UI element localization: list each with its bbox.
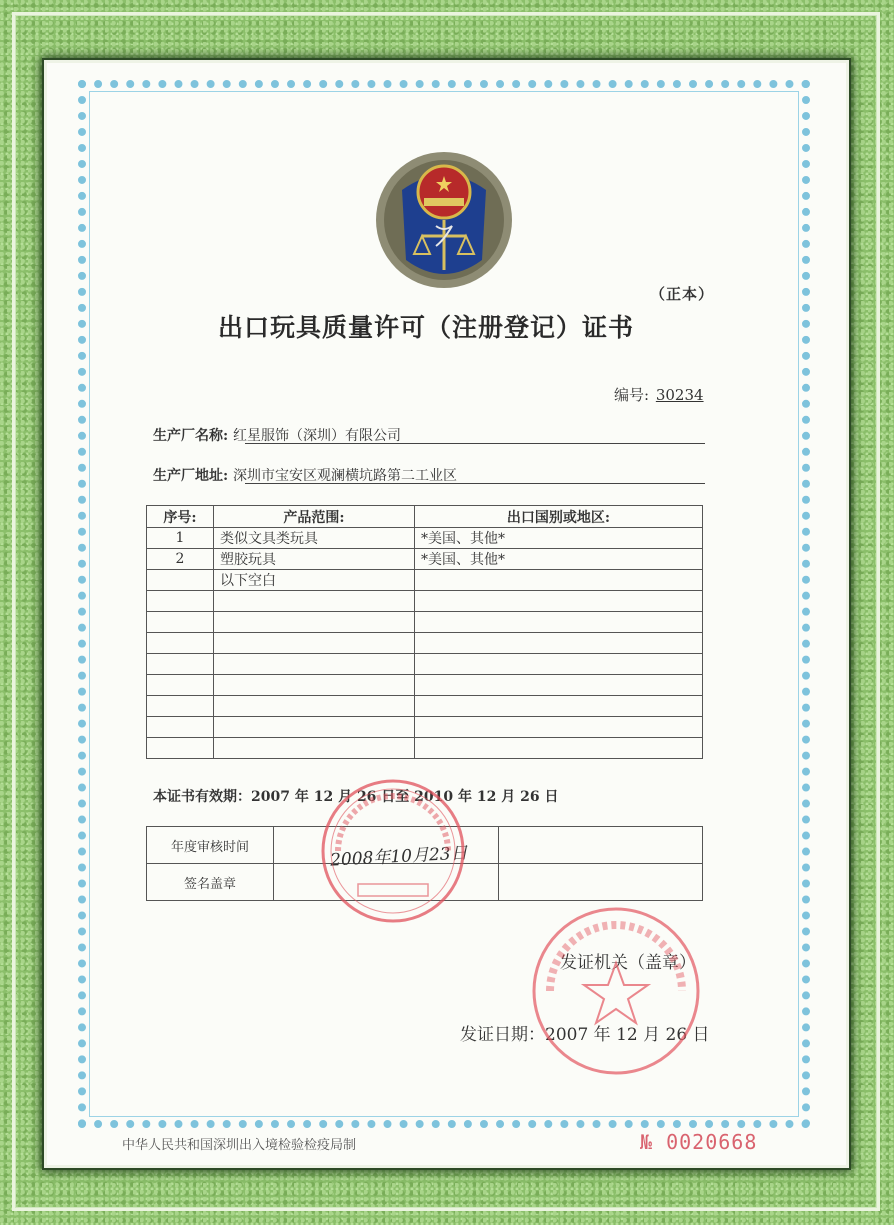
empty-row [147, 696, 703, 717]
row-scope: 类似文具类玩具 [214, 528, 415, 549]
validity-period: 本证书有效期：2007 年 12 月 26 日至 2010 年 12 月 26 日 [153, 789, 559, 805]
table-header-row [147, 506, 703, 528]
empty-row [147, 654, 703, 675]
issuing-bureau: 中华人民共和国深圳出入境检验检疫局制 [122, 1138, 357, 1153]
row-region: *美国、其他* [415, 549, 703, 570]
manufacturer-label: 生产厂名称: [153, 428, 229, 444]
row-region: *美国、其他* [415, 528, 703, 549]
manufacturer-value: 红星服饰（深圳）有限公司 [233, 428, 402, 444]
inspection-emblem-icon [374, 150, 514, 290]
product-scope-table [146, 505, 703, 759]
address-underline [245, 483, 705, 484]
table-row [147, 570, 703, 591]
table-row [147, 549, 703, 570]
empty-row [147, 738, 703, 759]
manufacturer-underline [245, 443, 705, 444]
table-row [147, 528, 703, 549]
annual-review-extra [499, 827, 703, 864]
header-no: 序号: [147, 506, 214, 528]
address-label: 生产厂地址: [153, 468, 229, 484]
row-no: 2 [147, 549, 214, 570]
empty-row [147, 591, 703, 612]
cert-no-value: 30234 [655, 386, 704, 404]
row-region [415, 570, 703, 591]
signature-extra [499, 864, 703, 901]
row-scope: 塑胶玩具 [214, 549, 415, 570]
certificate-title: 出口玩具质量许可（注册登记）证书 [218, 313, 635, 342]
issuing-authority: 发证机关（盖章） [560, 953, 696, 973]
row-scope: 以下空白 [214, 570, 415, 591]
header-scope: 产品范围: [214, 506, 415, 528]
empty-row [147, 717, 703, 738]
address-value: 深圳市宝安区观澜横坑路第二工业区 [233, 468, 458, 484]
empty-row [147, 675, 703, 696]
issue-date: 发证日期：2007 年 12 月 26 日 [460, 1025, 710, 1045]
serial-number: № 0020668 [640, 1130, 758, 1154]
manufacturer-field [153, 425, 401, 445]
annual-review-date: 2008年10月23日 [329, 843, 469, 871]
signature-row [147, 864, 703, 901]
address-field [153, 465, 457, 485]
certificate-number [614, 384, 704, 405]
copy-label: （正本） [650, 285, 715, 303]
row-no: 1 [147, 528, 214, 549]
empty-row [147, 633, 703, 654]
annual-review-label: 年度审核时间 [147, 827, 274, 864]
header-region: 出口国别或地区: [415, 506, 703, 528]
cert-no-label: 编号: [614, 386, 650, 404]
row-no [147, 570, 214, 591]
signature-cell [274, 864, 499, 901]
empty-row [147, 612, 703, 633]
signature-label: 签名盖章 [147, 864, 274, 901]
